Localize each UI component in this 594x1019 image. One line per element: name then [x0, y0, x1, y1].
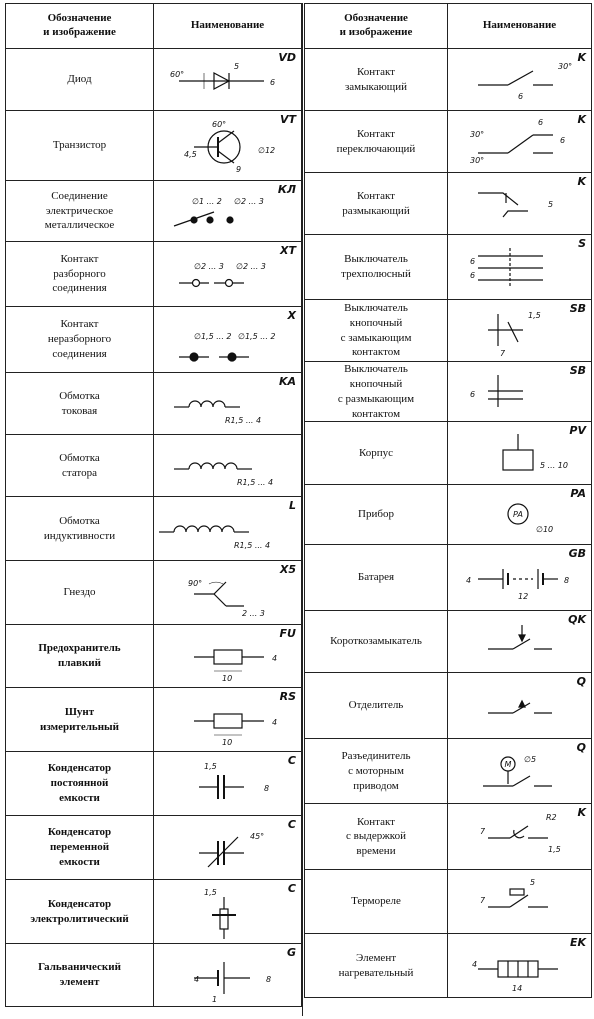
dimension-label: ∅10: [536, 524, 554, 534]
symbol-drawing-cell: [448, 111, 592, 173]
symbol-graphic: [448, 937, 588, 995]
designation-code: K: [577, 175, 586, 188]
symbols-table-right: [304, 3, 592, 998]
dimension-label: 7: [480, 826, 486, 836]
symbol-name-cell: [6, 307, 154, 373]
symbol-drawing-cell: [154, 181, 302, 242]
dimension-label: 60°: [170, 69, 185, 79]
symbol-name: Соединение электрическое металлическое: [44, 189, 115, 232]
symbol-drawing-cell: [448, 173, 592, 235]
dimension-label: 6: [538, 117, 544, 127]
symbol-graphic: [154, 117, 294, 175]
symbol-drawing-cell: [154, 944, 302, 1007]
dimension-label: R1,5 ... 4: [234, 540, 271, 550]
symbol-drawing-cell: [448, 422, 592, 485]
symbol-name: Выключатель трехполюсный: [341, 253, 411, 280]
dimension-label: R1,5 ... 4: [237, 477, 274, 487]
symbol-graphic: [154, 437, 294, 495]
symbol-graphic: [448, 677, 588, 735]
symbol-graphic: [154, 627, 294, 685]
dimension-label: 8: [264, 783, 270, 793]
symbol-graphic: [154, 500, 294, 558]
dimension-label: 14: [512, 983, 523, 993]
dimension-label: ∅5: [524, 755, 537, 765]
symbol-name-cell: [6, 49, 154, 111]
symbol-row: [305, 111, 592, 173]
symbol-name: Конденсатор электролитический: [30, 897, 129, 925]
dimension-label: 4: [472, 959, 478, 969]
dimension-label: 1,5: [528, 310, 541, 320]
designation-code: C: [287, 882, 296, 895]
dimension-label: 30°: [470, 129, 485, 139]
symbol-name: Термореле: [351, 895, 401, 908]
dimension-label: 6: [560, 135, 566, 145]
symbol-row: [6, 242, 302, 307]
dimension-label: ∅2 ... 3: [234, 197, 264, 206]
dimension-label: 5: [548, 199, 554, 209]
dimension-label: 90°: [188, 578, 203, 588]
dimension-label: 5 ... 10: [540, 461, 568, 471]
designation-code: КЛ: [277, 183, 296, 196]
dimension-label: ∅2 ... 3: [194, 262, 224, 271]
symbol-row: [305, 485, 592, 545]
dimension-label: ∅1 ... 2: [192, 197, 222, 206]
designation-code: SB: [569, 302, 586, 315]
symbol-graphic: [448, 742, 588, 800]
symbol-drawing-cell: [154, 242, 302, 307]
symbol-name-cell: [305, 611, 448, 673]
symbol-drawing-cell: [154, 497, 302, 561]
dimension-label: ∅1,5 ... 2: [238, 331, 276, 341]
designation-code: L: [288, 499, 296, 512]
header-designation: Обозначение и изображение: [6, 4, 154, 49]
symbol-row: [6, 688, 302, 752]
symbol-name: Гнездо: [63, 586, 96, 599]
dimension-label: 1,5: [204, 887, 217, 897]
symbol-graphic: [448, 302, 588, 360]
symbol-graphic: [154, 691, 294, 749]
symbol-name: Диод: [67, 73, 92, 86]
designation-code: PV: [569, 424, 586, 438]
dimension-label: ∅2 ... 3: [236, 262, 266, 271]
symbol-row: [305, 545, 592, 611]
dimension-label: R1,5 ... 4: [225, 415, 262, 425]
symbol-drawing-cell: [448, 804, 592, 870]
symbol-name-cell: [6, 880, 154, 944]
symbol-row: [305, 934, 592, 998]
symbol-graphic: [448, 238, 588, 296]
designation-code: K: [577, 51, 586, 64]
symbol-row: [6, 435, 302, 497]
symbol-drawing-cell: [154, 111, 302, 181]
symbol-name: Транзистор: [52, 139, 107, 152]
dimension-label: 30°: [470, 155, 485, 165]
symbol-row: [6, 561, 302, 625]
dimension-label: ∅1,5 ... 2: [194, 331, 232, 341]
designation-code: GB: [568, 547, 586, 561]
symbol-graphic: [154, 51, 294, 109]
symbol-name-cell: [305, 804, 448, 870]
dimension-label: R2: [546, 812, 557, 822]
symbol-graphic: [154, 245, 294, 303]
dimension-label: 5: [530, 877, 536, 887]
symbol-graphic: [448, 486, 588, 544]
designation-code: SB: [569, 364, 586, 377]
symbol-name: Выключатель кнопочный с замыкающим контактом: [340, 301, 412, 359]
symbol-drawing-cell: [448, 934, 592, 998]
symbol-graphic: [448, 51, 588, 109]
symbol-name-cell: [305, 173, 448, 235]
symbol-drawing-cell: [154, 688, 302, 752]
symbol-name: Конденсатор постоянной емкости: [47, 762, 112, 804]
symbol-name: Контакт с выдержкой времени: [346, 815, 406, 858]
symbol-row: [305, 49, 592, 111]
symbol-row: [305, 804, 592, 870]
symbol-graphic: [448, 613, 588, 671]
symbol-graphic: [154, 819, 294, 877]
symbol-name-cell: [6, 816, 154, 880]
symbol-row: [6, 625, 302, 688]
symbol-drawing-cell: [448, 611, 592, 673]
dimension-label: 6: [470, 271, 476, 280]
dimension-label: ∅12: [258, 145, 276, 155]
symbol-drawing-cell: [448, 362, 592, 422]
symbol-name-cell: [305, 111, 448, 173]
symbol-name: Отделитель: [348, 699, 404, 712]
symbol-name-cell: [305, 870, 448, 934]
symbol-name-cell: [6, 688, 154, 752]
dimension-label: 30°: [558, 61, 573, 71]
symbol-name-cell: [6, 181, 154, 242]
symbol-name-cell: [6, 242, 154, 307]
symbol-graphic: [154, 755, 294, 813]
symbol-name-cell: [6, 944, 154, 1007]
symbol-name-cell: [305, 49, 448, 111]
symbol-graphic: [154, 883, 294, 941]
symbol-row: [6, 816, 302, 880]
symbol-row: [305, 870, 592, 934]
dimension-label: 7: [480, 895, 486, 905]
header-row: [305, 4, 592, 49]
dimension-label: 4,5: [184, 149, 197, 159]
center-divider: [302, 3, 303, 1016]
dimension-label: 10: [222, 737, 233, 747]
symbol-name: Конденсатор переменной емкости: [47, 826, 112, 868]
dimension-label: 4: [466, 575, 472, 585]
designation-code: K: [577, 113, 586, 126]
dimension-label: 45°: [250, 831, 265, 841]
header-name: Наименование: [448, 4, 592, 49]
dimension-label: 1,5: [204, 761, 217, 771]
symbol-row: [305, 739, 592, 804]
symbol-drawing-cell: [154, 307, 302, 373]
symbol-drawing-cell: [154, 880, 302, 944]
dimension-label: 4: [272, 717, 278, 727]
symbol-graphic: [448, 808, 588, 866]
symbol-name-cell: [305, 362, 448, 422]
symbol-row: [305, 611, 592, 673]
dimension-label: 4: [194, 975, 200, 984]
symbol-name-cell: [6, 373, 154, 435]
designation-code: K: [577, 806, 586, 820]
symbol-drawing-cell: [448, 300, 592, 362]
symbol-graphic: [154, 182, 294, 240]
symbol-name-cell: [6, 435, 154, 497]
symbol-drawing-cell: [448, 870, 592, 934]
symbol-drawing-cell: [154, 435, 302, 497]
symbol-name-cell: [6, 497, 154, 561]
symbol-graphic: [448, 175, 588, 233]
symbol-row: [6, 752, 302, 816]
dimension-label: M: [504, 760, 512, 770]
symbol-row: [6, 49, 302, 111]
dimension-label: 60°: [212, 119, 227, 129]
dimension-label: 7: [500, 348, 506, 358]
symbol-drawing-cell: [448, 49, 592, 111]
symbol-graphic: [154, 375, 294, 433]
designation-code: EK: [569, 936, 586, 950]
symbol-graphic: [154, 564, 294, 622]
dimension-label: 6: [270, 77, 276, 87]
symbol-name: Прибор: [358, 508, 394, 521]
symbol-name: Контакт разборного соединения: [52, 252, 107, 295]
symbol-row: [6, 497, 302, 561]
symbol-row: [305, 362, 592, 422]
symbol-row: [6, 111, 302, 181]
symbol-name-cell: [305, 235, 448, 300]
dimension-label: 10: [222, 674, 233, 683]
symbol-name: Гальванический элемент: [38, 961, 121, 988]
symbol-name-cell: [305, 673, 448, 739]
dimension-label: 5: [234, 61, 240, 71]
symbol-row: [305, 235, 592, 300]
symbol-graphic: [448, 549, 588, 607]
designation-code: S: [578, 237, 586, 250]
dimension-label: PA: [513, 509, 523, 519]
symbol-row: [6, 181, 302, 242]
symbol-graphic: [448, 424, 588, 482]
symbol-drawing-cell: [448, 235, 592, 300]
symbol-row: [6, 944, 302, 1007]
symbol-drawing-cell: [154, 49, 302, 111]
symbol-name-cell: [6, 625, 154, 688]
symbol-name-cell: [6, 752, 154, 816]
symbol-name: Обмотка статора: [59, 451, 100, 479]
dimension-label: 9: [236, 164, 242, 174]
dimension-label: 2 ... 3: [242, 608, 265, 618]
dimension-label: 8: [266, 975, 272, 984]
symbol-name: Разъединитель с моторным приводом: [341, 750, 411, 792]
symbol-row: [6, 373, 302, 435]
symbol-name-cell: [305, 485, 448, 545]
dimension-label: 4: [272, 654, 278, 663]
designation-code: G: [286, 946, 296, 959]
designation-code: KA: [278, 375, 296, 388]
symbol-graphic: [448, 873, 588, 931]
symbol-name: Обмотка индуктивности: [43, 514, 116, 542]
dimension-label: 6: [470, 389, 476, 399]
symbol-name-cell: [305, 739, 448, 804]
symbol-name-cell: [6, 561, 154, 625]
symbol-drawing-cell: [154, 625, 302, 688]
dimension-label: 12: [518, 591, 529, 601]
symbol-name: Шунт измерительный: [40, 705, 119, 733]
symbol-row: [305, 422, 592, 485]
symbol-drawing-cell: [448, 673, 592, 739]
symbol-name-cell: [305, 422, 448, 485]
symbol-name-cell: [305, 545, 448, 611]
symbol-name-cell: [305, 934, 448, 998]
designation-code: C: [287, 754, 296, 767]
dimension-label: 1: [212, 995, 218, 1004]
symbol-name: Контакт замыкающий: [344, 65, 408, 93]
dimension-label: 6: [518, 91, 524, 101]
symbol-row: [305, 173, 592, 235]
symbol-drawing-cell: [448, 485, 592, 545]
symbol-graphic: [154, 946, 294, 1004]
designation-code: XT: [280, 244, 296, 257]
symbol-name: Предохранитель плавкий: [38, 642, 121, 669]
dimension-label: 6: [470, 257, 476, 266]
symbol-graphic: [448, 113, 588, 171]
symbol-name-cell: [305, 300, 448, 362]
symbol-row: [305, 300, 592, 362]
header-designation: Обозначение и изображение: [305, 4, 448, 49]
designation-code: Q: [576, 741, 586, 755]
designation-code: VT: [279, 113, 296, 126]
symbol-drawing-cell: [448, 739, 592, 804]
symbol-drawing-cell: [448, 545, 592, 611]
symbol-graphic: [154, 311, 294, 369]
symbol-name: Контакт переключающий: [336, 127, 416, 155]
designation-code: Q: [576, 675, 586, 689]
symbol-row: [6, 307, 302, 373]
designation-code: X5: [279, 563, 296, 576]
dimension-label: 8: [564, 575, 570, 585]
symbol-drawing-cell: [154, 561, 302, 625]
designation-code: QK: [568, 613, 586, 627]
symbol-drawing-cell: [154, 752, 302, 816]
designation-code: VD: [278, 51, 296, 64]
designation-code: FU: [279, 627, 296, 640]
symbol-name: Обмотка токовая: [59, 389, 100, 417]
symbol-graphic: [448, 363, 588, 421]
symbol-name: Контакт неразборного соединения: [47, 318, 112, 360]
symbol-row: [305, 673, 592, 739]
symbol-name: Корпус: [358, 446, 394, 459]
designation-code: PA: [570, 487, 586, 501]
symbols-table-left: [5, 3, 302, 1007]
dimension-label: 1,5: [548, 844, 561, 854]
header-name: Наименование: [154, 4, 302, 49]
symbol-name-cell: [6, 111, 154, 181]
symbol-row: [6, 880, 302, 944]
symbol-name: Элемент нагревательный: [338, 952, 414, 979]
symbol-name: Батарея: [357, 571, 395, 584]
symbol-drawing-cell: [154, 816, 302, 880]
designation-code: C: [287, 818, 296, 831]
header-row: [6, 4, 302, 49]
designation-code: X: [287, 309, 296, 322]
symbol-name: Контакт размыкающий: [342, 189, 410, 217]
symbol-name: Выключатель кнопочный с размыкающим контактом: [337, 363, 415, 420]
symbol-name: Короткозамыкатель: [330, 635, 422, 648]
designation-code: RS: [279, 690, 296, 703]
symbol-drawing-cell: [154, 373, 302, 435]
